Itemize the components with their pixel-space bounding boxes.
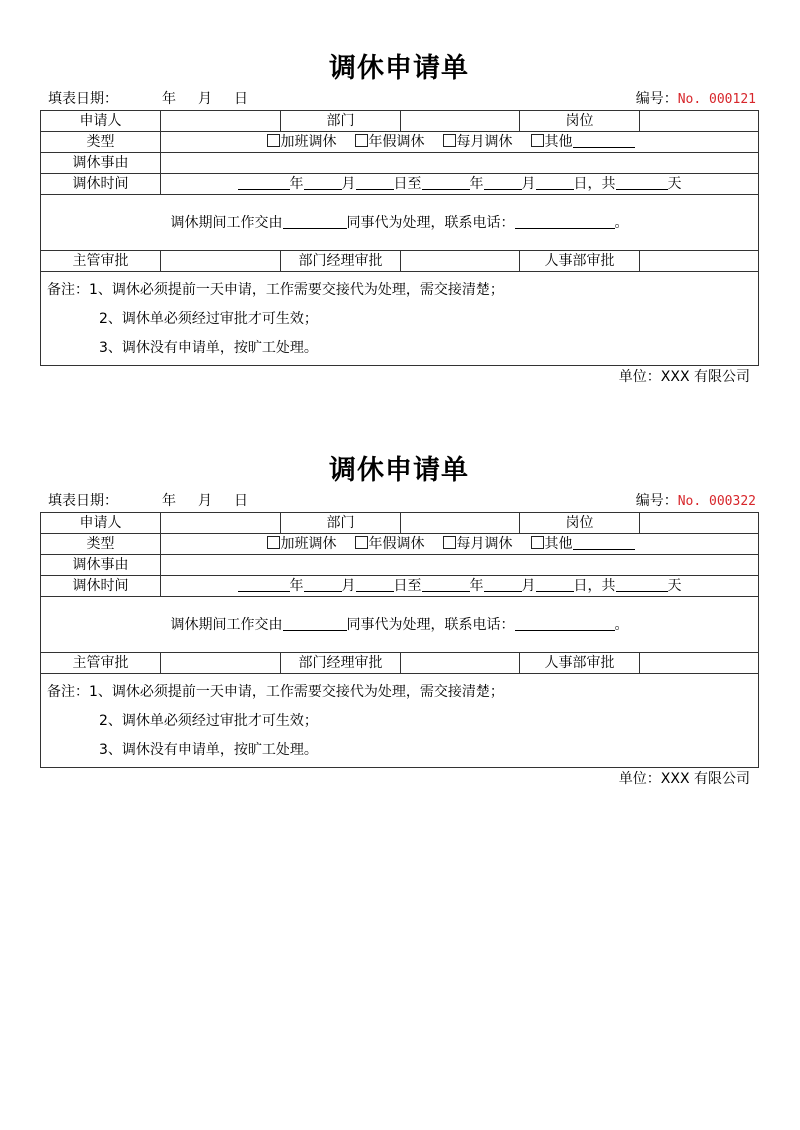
other-blank[interactable] <box>573 535 635 550</box>
time-part: 月 <box>341 578 356 594</box>
department-label: 部门 <box>281 513 401 534</box>
checkbox-icon[interactable] <box>267 134 280 147</box>
reason-field[interactable] <box>161 555 759 576</box>
time-part: 日至 <box>393 578 422 594</box>
handover-prefix: 调休期间工作交由 <box>170 214 283 231</box>
blank[interactable] <box>238 175 290 190</box>
type-option-label: 加班调休 <box>280 536 337 552</box>
time-part: 日至 <box>393 176 422 192</box>
department-field[interactable] <box>401 111 520 132</box>
handover-cell <box>41 195 759 251</box>
dept-manager-field[interactable] <box>401 251 520 272</box>
fill-date-label: 填表日期： <box>48 493 118 509</box>
unit-label: 单位：XXX 有限公司 <box>618 771 750 787</box>
serial-number <box>636 88 756 111</box>
handover-end: 。 <box>614 616 629 633</box>
note-line: 3、调休没有申请单，按旷工处理。 <box>99 340 318 356</box>
time-part: 年 <box>289 176 304 192</box>
form-table <box>40 512 759 768</box>
type-option-label: 年假调休 <box>368 536 425 552</box>
time-part: 年 <box>289 578 304 594</box>
dept-manager-label: 部门经理审批 <box>281 653 401 674</box>
applicant-label: 申请人 <box>41 111 161 132</box>
time-label: 调休时间 <box>41 174 161 195</box>
table-row <box>41 251 759 272</box>
type-option-label: 其他 <box>544 536 573 552</box>
note-line: 2、调休单必须经过审批才可生效； <box>99 311 318 327</box>
time-part: 月 <box>521 176 536 192</box>
reason-label: 调休事由 <box>41 555 161 576</box>
type-option-annual[interactable] <box>355 132 425 152</box>
unit-label: 单位：XXX 有限公司 <box>618 369 750 385</box>
table-row <box>41 653 759 674</box>
time-part: 日，共 <box>573 578 616 594</box>
table-row <box>41 674 759 768</box>
date-day: 日 <box>234 493 248 509</box>
type-option-other[interactable] <box>531 132 635 152</box>
dept-manager-label: 部门经理审批 <box>281 251 401 272</box>
note-line: 备注：1、调休必须提前一天申请，工作需要交接代为处理，需交接清楚； <box>47 282 504 298</box>
applicant-field[interactable] <box>161 513 281 534</box>
time-part: 天 <box>667 176 682 192</box>
table-row <box>41 597 759 653</box>
date-month: 月 <box>198 493 212 509</box>
reason-label: 调休事由 <box>41 153 161 174</box>
time-part: 日，共 <box>573 176 616 192</box>
blank[interactable] <box>356 175 394 190</box>
serial-no: No. 000322 <box>677 494 756 509</box>
handover-mid: 同事代为处理，联系电话： <box>346 616 515 633</box>
type-option-overtime[interactable] <box>267 534 337 554</box>
table-row <box>41 576 759 597</box>
blank[interactable] <box>484 577 522 592</box>
table-row <box>41 111 759 132</box>
time-part: 月 <box>341 176 356 192</box>
table-row <box>41 555 759 576</box>
other-blank[interactable] <box>573 133 635 148</box>
type-option-monthly[interactable] <box>443 132 513 152</box>
date-month: 月 <box>198 91 212 107</box>
handover-end: 。 <box>614 214 629 231</box>
blank[interactable] <box>536 175 574 190</box>
type-option-label: 每月调休 <box>456 536 513 552</box>
blank[interactable] <box>304 577 342 592</box>
note-line: 备注：1、调休必须提前一天申请，工作需要交接代为处理，需交接清楚； <box>47 684 504 700</box>
fill-date-fields[interactable] <box>162 490 270 512</box>
type-options <box>161 534 759 555</box>
form-title: 调休申请单 <box>329 455 469 486</box>
leave-form-1 <box>40 50 758 388</box>
type-option-overtime[interactable] <box>267 132 337 152</box>
handover-prefix: 调休期间工作交由 <box>170 616 283 633</box>
applicant-field[interactable] <box>161 111 281 132</box>
time-label: 调休时间 <box>41 576 161 597</box>
checkbox-icon[interactable] <box>531 536 544 549</box>
department-label: 部门 <box>281 111 401 132</box>
type-option-annual[interactable] <box>355 534 425 554</box>
serial-label: 编号： <box>635 91 678 107</box>
table-row <box>41 534 759 555</box>
checkbox-icon[interactable] <box>531 134 544 147</box>
serial-no: No. 000121 <box>677 92 756 107</box>
reason-field[interactable] <box>161 153 759 174</box>
form-table <box>40 110 759 366</box>
time-part: 月 <box>521 578 536 594</box>
note-line: 2、调休单必须经过审批才可生效； <box>99 713 318 729</box>
time-fields <box>161 174 759 195</box>
date-day: 日 <box>234 91 248 107</box>
type-label: 类型 <box>41 132 161 153</box>
table-row <box>41 513 759 534</box>
fill-date-label: 填表日期： <box>48 91 118 107</box>
type-option-label: 加班调休 <box>280 134 337 150</box>
handover-colleague-blank[interactable] <box>283 214 347 229</box>
hr-field[interactable] <box>640 251 759 272</box>
time-part: 年 <box>469 578 484 594</box>
blank[interactable] <box>616 175 668 190</box>
notes-cell <box>41 272 759 366</box>
time-fields <box>161 576 759 597</box>
type-label: 类型 <box>41 534 161 555</box>
type-option-label: 其他 <box>544 134 573 150</box>
type-option-monthly[interactable] <box>443 534 513 554</box>
blank[interactable] <box>422 175 470 190</box>
hr-label: 人事部审批 <box>520 251 640 272</box>
blank[interactable] <box>422 577 470 592</box>
form-header-row <box>40 88 758 110</box>
note-line: 3、调休没有申请单，按旷工处理。 <box>99 742 318 758</box>
serial-number <box>636 490 756 513</box>
hr-label: 人事部审批 <box>520 653 640 674</box>
position-label: 岗位 <box>520 513 640 534</box>
supervisor-field[interactable] <box>161 653 281 674</box>
type-option-label: 年假调休 <box>368 134 425 150</box>
blank[interactable] <box>484 175 522 190</box>
time-part: 年 <box>469 176 484 192</box>
applicant-label: 申请人 <box>41 513 161 534</box>
table-row <box>41 153 759 174</box>
phone-blank[interactable] <box>515 616 615 631</box>
handover-mid: 同事代为处理，联系电话： <box>346 214 515 231</box>
fill-date-fields[interactable] <box>162 88 270 110</box>
type-option-other[interactable] <box>531 534 635 554</box>
type-option-label: 每月调休 <box>456 134 513 150</box>
date-year: 年 <box>162 493 176 509</box>
blank[interactable] <box>536 577 574 592</box>
department-field[interactable] <box>401 513 520 534</box>
leave-form-2 <box>40 452 758 790</box>
blank[interactable] <box>356 577 394 592</box>
checkbox-icon[interactable] <box>355 134 368 147</box>
checkbox-icon[interactable] <box>267 536 280 549</box>
table-row <box>41 272 759 366</box>
handover-colleague-blank[interactable] <box>283 616 347 631</box>
blank[interactable] <box>304 175 342 190</box>
blank[interactable] <box>238 577 290 592</box>
checkbox-icon[interactable] <box>443 134 456 147</box>
position-field[interactable] <box>640 513 759 534</box>
form-title: 调休申请单 <box>329 53 469 84</box>
handover-cell <box>41 597 759 653</box>
supervisor-label: 主管审批 <box>41 251 161 272</box>
checkbox-icon[interactable] <box>443 536 456 549</box>
serial-label: 编号： <box>635 493 678 509</box>
phone-blank[interactable] <box>515 214 615 229</box>
table-row <box>41 132 759 153</box>
form-header-row <box>40 490 758 512</box>
table-row <box>41 195 759 251</box>
table-row <box>41 174 759 195</box>
checkbox-icon[interactable] <box>355 536 368 549</box>
blank[interactable] <box>616 577 668 592</box>
notes-cell <box>41 674 759 768</box>
supervisor-label: 主管审批 <box>41 653 161 674</box>
hr-field[interactable] <box>640 653 759 674</box>
position-field[interactable] <box>640 111 759 132</box>
dept-manager-field[interactable] <box>401 653 520 674</box>
time-part: 天 <box>667 578 682 594</box>
date-year: 年 <box>162 91 176 107</box>
type-options <box>161 132 759 153</box>
supervisor-field[interactable] <box>161 251 281 272</box>
position-label: 岗位 <box>520 111 640 132</box>
